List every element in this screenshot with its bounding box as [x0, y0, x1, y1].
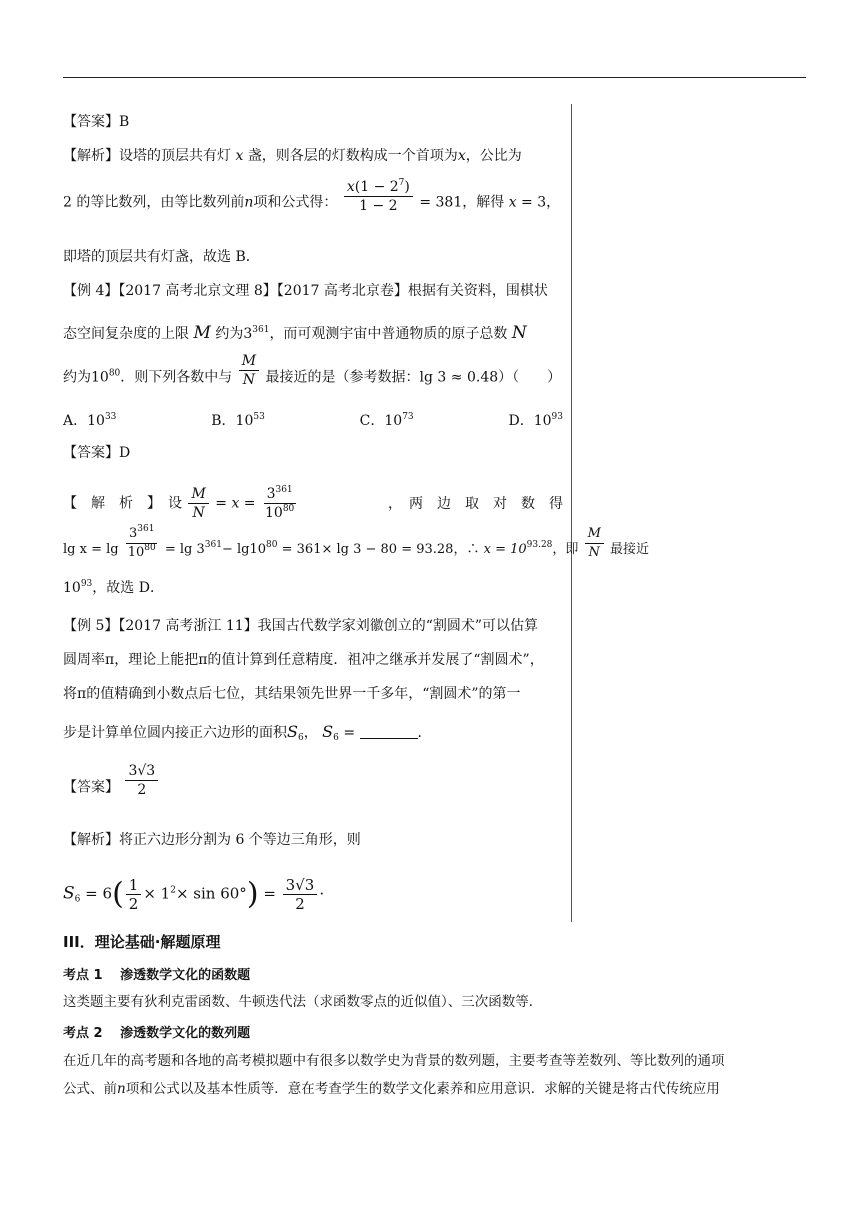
key-point-2-text-1: 在近几年的高考题和各地的高考模拟题中有很多以数学史为背景的数列题，主要考查等差数列、等比数列的通项: [63, 1053, 725, 1069]
key-point-2-title: 考点 2 渗透数学文化的数列题: [63, 1026, 251, 1041]
key-point-1-title: 考点 1 渗透数学文化的函数题: [63, 968, 251, 983]
example-4-line-1: 【例 4】【2017 高考北京文理 8】【2017 高考北京卷】根据有关资料，围棋状: [63, 283, 548, 299]
option-b: B．$10^{53}$: [211, 412, 265, 429]
answer-line-2: 【答案】D: [63, 445, 131, 461]
example-4-line-2: 态空间复杂度的上限 M 约为$3^{361}$，而可观测宇宙中普通物质的原子总数 N: [63, 323, 527, 343]
analysis-2-line-2: lg x = lg $\frac{3^{361}}{10^{80}}$ = $\lg 3^{361}- \lg 10^{80} = 361\times \lg 3 - 80 = 93.28$，∴ $x = 10^{93.28}$，即 $\frac{M}{N}$ 最接近: [63, 524, 650, 560]
key-point-2-text-2: 公式、前n项和公式以及基本性质等．意在考查学生的数学文化素养和应用意识．求解的关键是将古代传统应用: [63, 1081, 720, 1097]
analysis-3-formula: $S_6 = 6$( $\frac{1}{2}$ × $1^2\times \sin 60^\circ$) = $\frac{3√3}{2}$ ·: [63, 876, 325, 913]
analysis-line-3: 即塔的顶层共有灯盏，故选 B．: [63, 249, 260, 265]
example-5-line-3: 将π的值精确到小数点后七位，其结果领先世界一千多年，“割圆术”的第一: [63, 686, 521, 702]
answer-blank: [360, 724, 418, 739]
option-d: D．$10^{93}$: [508, 412, 563, 429]
section-title: III．理论基础·解题原理: [63, 933, 221, 951]
example-5-line-4: 步是计算单位圆内接正六边形的面积$S_6$， $S_6$ = ．: [63, 722, 432, 743]
example-5-line-1: 【例 5】【2017 高考浙江 11】我国古代数学家刘徽创立的“割圆术”可以估算: [63, 618, 539, 634]
example-4-options: [63, 411, 563, 431]
column-divider: [571, 104, 572, 922]
example-4-line-3: 约为$10^{80}$．则下列各数中与 $\frac{M}{N}$ 最接近的是（参考数据：lg 3 ≈ 0.48）（ ）: [63, 353, 562, 388]
key-point-1-text: 这类题主要有狄利克雷函数、牛顿迭代法（求函数零点的近似值）、三次函数等．: [63, 994, 543, 1010]
analysis-2-line-1: 【 解 析 】 设 $\frac{M}{N}$ = x = $\frac{3^{361}}{10^{80}}$ ， 两 边 取 对 数 得: [63, 485, 563, 521]
m-over-n: $\frac{M}{N}$: [239, 352, 259, 389]
answer-line: 【答案】B: [63, 114, 130, 130]
analysis-2-line-3: $10^{93}$，故选 D．: [63, 579, 164, 596]
answer-line-3: 【答案】 $\frac{3√3}{2}$: [63, 776, 160, 799]
analysis-line-1: 【解析】设塔的顶层共有灯 x 盏，则各层的灯数构成一个首项为x，公比为: [63, 148, 522, 164]
analysis-3-line-1: 【解析】将正六边形分割为 6 个等边三角形，则: [63, 832, 361, 848]
option-a: A．$10^{33}$: [63, 412, 117, 429]
analysis-line-2: 2 的等比数列，由等比数列前n项和公式得： $\frac{x(1 - 2^7)}{1 - 2}$ = 381，解得 x = 3，: [63, 178, 561, 214]
option-c: C．$10^{73}$: [359, 412, 414, 429]
sum-fraction: $\frac{x(1 - 2^7)}{1 - 2}$: [344, 178, 413, 215]
header-rule: [63, 77, 806, 78]
example-5-line-2: 圆周率π，理论上能把π的值计算到任意精度．祖冲之继承并发展了“割圆术”，: [63, 652, 544, 668]
